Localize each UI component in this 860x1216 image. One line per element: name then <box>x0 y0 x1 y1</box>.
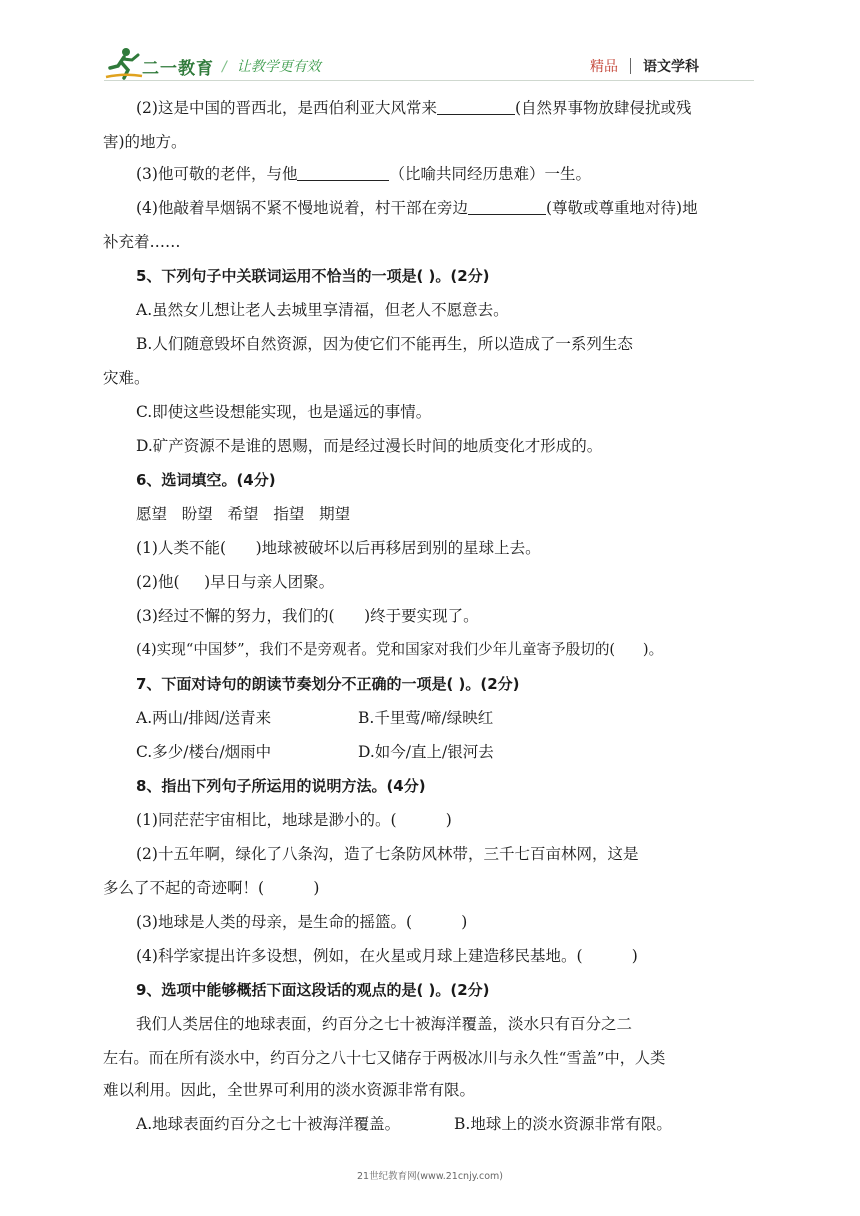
option-d: D.如今/直上/银河去 <box>358 743 494 761</box>
fill-item: (1)人类不能( )地球被破坏以后再移居到别的星球上去。 <box>136 539 541 557</box>
passage-line: 我们人类居住的地球表面，约百分之七十被海洋覆盖，淡水只有百分之二 <box>136 1015 633 1033</box>
running-figure-icon <box>104 46 144 80</box>
fill-item: (4)实现“中国梦”，我们不是旁观者。党和国家对我们少年儿童寄予殷切的( )。 <box>136 641 664 658</box>
subject-label: 语文学科 <box>643 59 699 75</box>
header-subject <box>590 56 699 76</box>
slogan-separator: / <box>222 59 227 75</box>
fill-item: (3)经过不懈的努力，我们的( )终于要实现了。 <box>136 607 479 625</box>
option-a: A.两山/排闼/送青来 <box>136 709 272 727</box>
option-a: A.虽然女儿想让老人去城里享清福，但老人不愿意去。 <box>136 301 509 319</box>
passage-line: 左右。而在所有淡水中，约百分之八十七又储存于两极冰川与永久性“雪盖”中，人类 <box>103 1049 666 1067</box>
question-5-heading: 5、下列句子中关联词运用不恰当的一项是( )。(2分) <box>136 267 490 285</box>
logo-text: 二一教育 <box>142 59 214 79</box>
question-9-heading: 9、选项中能够概括下面这段话的观点的是( )。(2分) <box>136 981 490 999</box>
answer-blank <box>468 198 546 215</box>
option-a: A.地球表面约百分之七十被海洋覆盖。 <box>136 1115 401 1133</box>
option-d: D.矿产资源不是谁的恩赐，而是经过漫长时间的地质变化才形成的。 <box>136 437 603 455</box>
question-6-heading: 6、选词填空。(4分) <box>136 471 276 489</box>
option-b: B.千里莺/啼/绿映红 <box>358 709 494 727</box>
text-line: (3)他可敬的老伴，与他 （比喻共同经历患难）一生。 <box>136 165 591 183</box>
text-line: (2)这是中国的晋西北，是西伯利亚大风常来 (自然界事物放肆侵扰或残 <box>136 99 692 117</box>
header-rule <box>104 80 754 81</box>
page-header <box>0 0 860 90</box>
answer-blank <box>297 164 389 181</box>
item: (1)同茫茫宇宙相比，地球是渺小的。( ) <box>136 811 452 829</box>
item: (2)十五年啊，绿化了八条沟，造了七条防风林带，三千七百亩林网，这是 <box>136 845 639 863</box>
option-b-cont: 灾难。 <box>103 369 150 387</box>
quality-label: 精品 <box>590 59 618 75</box>
option-b: B.人们随意毁坏自然资源，因为使它们不能再生，所以造成了一系列生态 <box>136 335 633 353</box>
text-line: 补充着…… <box>103 233 181 251</box>
page-footer: 21世纪教育网(www.21cnjy.com) <box>356 1171 503 1182</box>
option-b: B.地球上的淡水资源非常有限。 <box>454 1115 672 1133</box>
text-line: 害)的地方。 <box>103 133 187 151</box>
passage-line: 难以利用。因此，全世界可利用的淡水资源非常有限。 <box>103 1081 476 1099</box>
option-c: C.即使这些设想能实现，也是遥远的事情。 <box>136 403 432 421</box>
answer-blank <box>437 98 515 115</box>
logo <box>104 46 224 80</box>
fill-item: (2)他( )早日与亲人团聚。 <box>136 573 335 591</box>
item: (4)科学家提出许多设想，例如，在火星或月球上建造移民基地。( ) <box>136 947 638 965</box>
question-7-heading: 7、下面对诗句的朗读节奏划分不正确的一项是( )。(2分) <box>136 675 520 693</box>
slogan <box>222 56 321 76</box>
option-c: C.多少/楼台/烟雨中 <box>136 743 272 761</box>
slogan-text: 让教学更有效 <box>236 59 321 75</box>
question-8-heading: 8、指出下列句子所运用的说明方法。(4分) <box>136 777 426 795</box>
word-choices: 愿望 盼望 希望 指望 期望 <box>136 505 351 523</box>
item: (3)地球是人类的母亲，是生命的摇篮。( ) <box>136 913 468 931</box>
header-divider <box>630 58 631 74</box>
text-line: (4)他敲着旱烟锅不紧不慢地说着，村干部在旁边 (尊敬或尊重地对待)地 <box>136 199 698 217</box>
item-cont: 多么了不起的奇迹啊！( ) <box>103 879 320 897</box>
